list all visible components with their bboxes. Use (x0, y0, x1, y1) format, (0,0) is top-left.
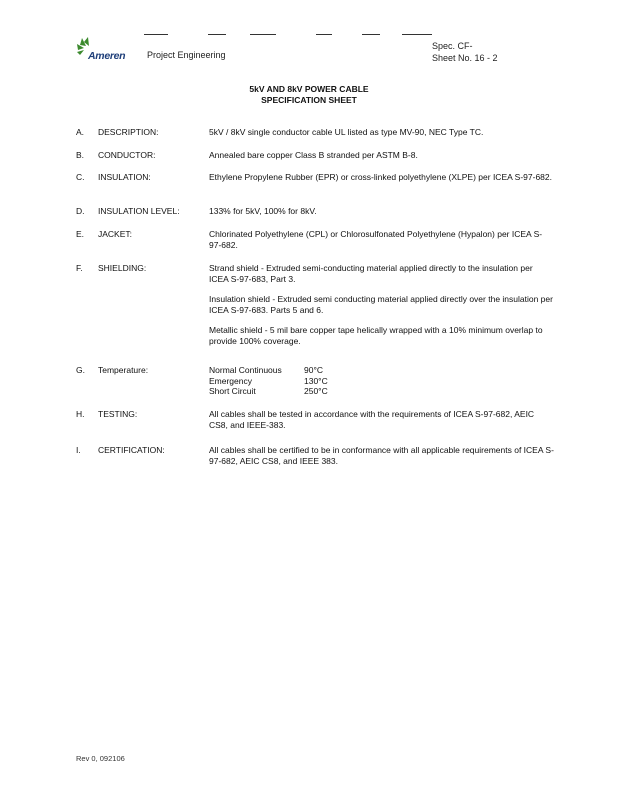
header-rule-6 (402, 34, 432, 35)
section-content (209, 445, 554, 474)
section-letter: G. (76, 365, 85, 375)
header-rule-2 (208, 34, 226, 35)
temperature-name: Normal Continuous (209, 365, 282, 375)
title-line-2: SPECIFICATION SHEET (261, 95, 357, 105)
section-content (209, 409, 554, 438)
section-letter: C. (76, 172, 85, 182)
spec-block (432, 40, 498, 64)
revision-note: Rev 0, 092106 (76, 754, 125, 763)
temperature-value: 130°C (304, 375, 328, 386)
department-name: Project Engineering (147, 50, 226, 60)
section-letter: H. (76, 409, 85, 419)
section-paragraph: Insulation shield - Extruded semi conducting material applied directly over the insulation per ICEA S-97-683. Parts 5 and 6. (209, 294, 553, 315)
section-letter: F. (76, 263, 83, 273)
section-letter: I. (76, 445, 81, 455)
table-row (209, 365, 328, 376)
temperature-table (209, 365, 328, 397)
sheet-number: Sheet No. 16 - 2 (432, 53, 498, 63)
section-paragraph: Chlorinated Polyethylene (CPL) or Chlorosulfonated Polyethylene (Hypalon) per ICEA S-97-682. (209, 229, 543, 250)
section-paragraph: Ethylene Propylene Rubber (EPR) or cross-linked polyethylene (XLPE) per ICEA S-97-682. (209, 172, 553, 182)
section-label: TESTING: (98, 409, 138, 419)
section-label: Temperature: (98, 365, 149, 375)
section-content (209, 263, 554, 354)
section-content (209, 127, 554, 146)
page-title (0, 84, 618, 106)
temperature-value: 250°C (304, 386, 328, 396)
temperature-name: Short Circuit (209, 386, 256, 396)
section-letter: B. (76, 150, 85, 160)
section-paragraph: 133% for 5kV, 100% for 8kV. (209, 206, 317, 216)
section-paragraph: Metallic shield - 5 mil bare copper tape helically wrapped with a 10% minimum overlap to provide 100% coverage. (209, 325, 543, 346)
section-label: DESCRIPTION: (98, 127, 159, 137)
section-content (209, 365, 554, 397)
temperature-value: 90°C (304, 365, 323, 375)
section-label: CERTIFICATION: (98, 445, 165, 455)
spec-number: Spec. CF- (432, 41, 473, 51)
company-name: Ameren (88, 50, 126, 62)
header-rule-1 (144, 34, 168, 35)
table-row (209, 376, 328, 387)
section-label: SHIELDING: (98, 263, 147, 273)
section-paragraph: 5kV / 8kV single conductor cable UL listed as type MV-90, NEC Type TC. (209, 127, 484, 137)
section-label: JACKET: (98, 229, 133, 239)
section-content (209, 150, 554, 169)
section-paragraph: Annealed bare copper Class B stranded per ASTM B-8. (209, 150, 418, 160)
section-paragraph: Strand shield - Extruded semi-conducting material applied directly to the insulation per ICEA S-97-683, Part 3. (209, 263, 533, 284)
section-content (209, 172, 554, 191)
header-rule-3 (250, 34, 276, 35)
section-letter: D. (76, 206, 85, 216)
table-row (209, 386, 328, 397)
header-rule-4 (316, 34, 332, 35)
section-label: INSULATION: (98, 172, 151, 182)
section-content (209, 229, 554, 258)
title-line-1: 5kV AND 8kV POWER CABLE (249, 84, 369, 94)
section-content (209, 206, 554, 225)
section-letter: A. (76, 127, 85, 137)
section-label: CONDUCTOR: (98, 150, 156, 160)
temperature-name: Emergency (209, 375, 252, 386)
section-paragraph: All cables shall be tested in accordance with the requirements of ICEA S-97-682, AEIC CS8, and IEEE-383. (209, 409, 535, 430)
section-letter: E. (76, 229, 85, 239)
section-paragraph: All cables shall be certified to be in conformance with all applicable requirements of ICEA S-97-682, AEIC CS8, and IEEE 383. (209, 445, 554, 466)
section-label: INSULATION LEVEL: (98, 206, 180, 216)
header-rule-5 (362, 34, 380, 35)
